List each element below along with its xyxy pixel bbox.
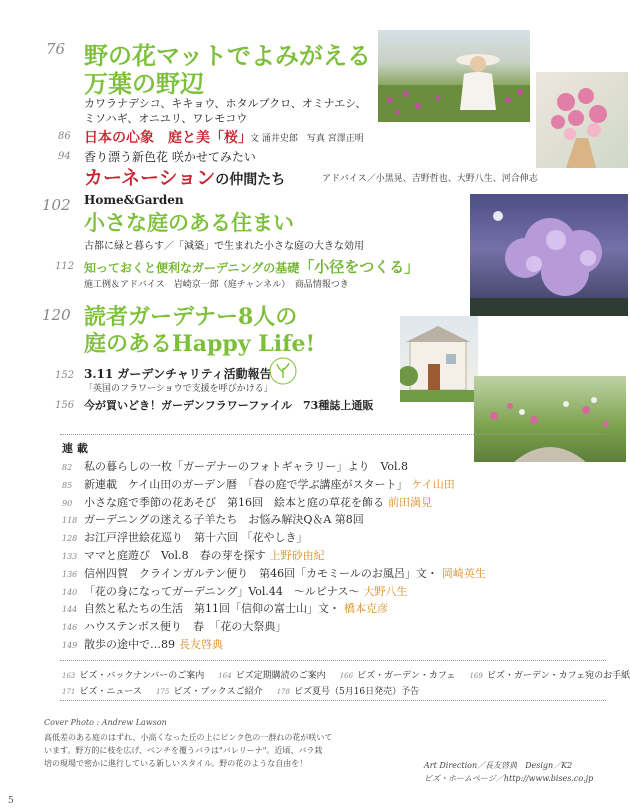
serial-author: 大野八生	[363, 584, 408, 598]
page-number-94: 94	[58, 151, 71, 162]
serial-title: ママと庭遊び Vol.8 春の芽を探す	[84, 549, 266, 562]
serial-title: ハウステンボス便り 春 「花の大祭典」	[84, 620, 287, 634]
serial-item[interactable]	[62, 565, 486, 581]
footer-page-number: 166	[339, 672, 354, 680]
serial-item[interactable]	[62, 636, 223, 652]
feature-152-title[interactable]: 3.11 ガーデンチャリティ活動報告	[84, 367, 272, 381]
feature-76-title-1[interactable]: 野の花マットでよみがえる	[84, 41, 372, 70]
photo-house-garden	[400, 316, 478, 402]
art-direction-credit: Art Direction／長友啓典 Design／K2	[424, 761, 573, 770]
serial-author: 岡崎英生	[441, 566, 486, 580]
serial-title: 私の暮らしの一枚「ガーデナーのフォトギャラリー」より Vol.8	[84, 460, 409, 473]
footer-divider	[60, 700, 606, 701]
page-number-112: 112	[55, 261, 75, 272]
footer-page-number: 163	[62, 672, 76, 680]
footer-item[interactable]	[340, 671, 456, 681]
footer-item[interactable]	[156, 687, 263, 697]
feature-120-title-1[interactable]: 読者ガーデナー8人の	[84, 304, 298, 330]
serial-page-number: 144	[62, 605, 78, 615]
feature-76-subtitle-2: ミソハギ、オニユリ、ワレモコウ	[84, 112, 248, 125]
serial-page-number: 136	[62, 569, 78, 579]
page-number-120: 120	[42, 306, 71, 324]
serial-title: 新連載 ケイ山田のガーデン暦 「春の庭で学ぶ講座がスタート」	[84, 477, 408, 491]
serial-author: 長友啓典	[179, 638, 223, 651]
footer-item[interactable]	[218, 671, 325, 681]
footer-item[interactable]	[62, 671, 204, 681]
serial-author: 前田満見	[388, 495, 432, 509]
footer-page-number: 178	[276, 688, 290, 696]
homepage-credit[interactable]: ビズ・ホームページ／http://www.bises.co.jp	[424, 774, 594, 783]
serial-author: 上野砂由紀	[269, 549, 325, 562]
serial-page-number: 146	[62, 623, 78, 633]
photo-carnation-bouquet	[536, 72, 628, 168]
footer-item[interactable]	[469, 671, 630, 681]
feature-76-title-2[interactable]: 万葉の野辺	[84, 69, 204, 98]
feature-102-title[interactable]: 小さな庭のある住まい	[84, 210, 294, 235]
serial-heading: 連 載	[62, 442, 88, 455]
serial-item[interactable]	[62, 529, 312, 545]
feature-76-subtitle-1: カワラナデシコ、キキョウ、ホタルブクロ、オミナエシ、	[84, 97, 367, 110]
footer-page-number: 169	[469, 672, 483, 680]
feature-94-title-main: カーネーション	[84, 167, 216, 189]
footer-item-label: ビズ・ガーデン・カフェ宛のお手紙	[486, 671, 630, 681]
serial-title: 信州四賀 クラインガルテン便り 第46回「カモミールのお風呂」文・	[84, 566, 438, 580]
feature-152-subtitle: 「英国のフラワーショウで支援を呼びかける」	[84, 384, 273, 394]
serial-page-number: 133	[62, 552, 78, 561]
feature-112-title[interactable]	[84, 256, 419, 277]
serial-item[interactable]	[62, 618, 290, 634]
serial-title: 自然と私たちの生活 第11回「信仰の富士山」文・	[84, 602, 340, 616]
serial-bottom-divider	[60, 660, 606, 661]
serial-page-number: 85	[62, 480, 73, 490]
serial-author: ケイ山田	[411, 477, 455, 491]
photo-wisteria-tree	[470, 194, 628, 316]
serial-author: 橋本克彦	[344, 602, 388, 616]
serial-title: ガーデニングの迷える子羊たち お悩み解決Q＆A 第8回	[84, 513, 364, 527]
cover-photo-label: Cover Photo : Andrew Lawson	[44, 718, 167, 727]
serial-item[interactable]	[62, 476, 455, 492]
serial-page-number: 149	[62, 641, 78, 650]
serial-title: お江戸浮世絵花巡り 第十六回 「花やしき」	[84, 531, 308, 545]
cover-caption-3: 培の現場で密かに進行している新しいスタイル。野の花のような自由を！	[44, 759, 308, 768]
footer-page-number: 175	[155, 688, 170, 696]
serial-title: 「花の身になってガーデニング」Vol.44 ～ルピナス～	[84, 584, 360, 598]
serial-page-number: 90	[62, 498, 73, 508]
footer-item-label: ビズ夏号（5月16日発売）予告	[293, 687, 420, 697]
serial-page-number: 118	[62, 516, 78, 526]
feature-112-title-a: 知っておくと便利なガーデニングの基礎	[84, 261, 300, 275]
serial-page-number: 140	[62, 587, 78, 597]
serial-top-divider	[60, 434, 606, 435]
serial-item[interactable]	[62, 547, 325, 563]
serial-item[interactable]	[62, 458, 412, 474]
feature-94-title[interactable]	[84, 163, 285, 190]
feature-102-label: Home&Garden	[84, 193, 184, 207]
footer-item[interactable]	[277, 687, 420, 697]
serial-page-number: 128	[62, 534, 78, 544]
serial-title: 散歩の途中で…89	[84, 638, 175, 651]
serial-item[interactable]	[62, 494, 432, 510]
serial-page-number: 82	[62, 463, 73, 472]
page-number-86: 86	[58, 131, 71, 142]
folio-page-number: 5	[8, 796, 14, 806]
footer-page-number: 171	[62, 688, 76, 696]
feature-102-subtitle: 古都に緑と暮らす／「減築」で生まれた小さな庭の大きな効用	[84, 241, 364, 252]
footer-page-number: 164	[218, 672, 232, 680]
cover-caption-1: 高低差のある庭のはずれ、小高くなった丘の上にピンク色の一群れの花が咲いて	[44, 733, 333, 742]
footer-item-label: ビズ・ブックスご紹介	[173, 687, 263, 697]
feature-156-title[interactable]: 今が買いどき！ガーデンフラワーファイル 73種誌上通販	[84, 399, 374, 412]
serial-title: 小さな庭で季節の花あそび 第16回 絵本と庭の草花を飾る	[84, 495, 384, 509]
footer-item[interactable]	[62, 687, 142, 697]
footer-row-2	[62, 684, 433, 697]
feature-94-lead: 香り漂う新色花 咲かせてみたい	[84, 150, 256, 164]
feature-86-title[interactable]: 日本の心象 庭と美「桜」	[84, 130, 252, 146]
feature-94-credit: アドバイス／小黒晃、吉野哲也、大野八生、河合伸志	[322, 174, 538, 184]
serial-item[interactable]	[62, 511, 368, 527]
footer-item-label: ビズ・バックナンバーのご案内	[79, 671, 205, 681]
garden-charity-logo	[268, 356, 298, 386]
page-number-76: 76	[46, 40, 66, 58]
footer-item-label: ビズ定期購読のご案内	[235, 671, 326, 681]
photo-woman-wildflowers	[378, 30, 530, 122]
footer-row-1	[62, 668, 630, 681]
page-number-156: 156	[55, 400, 75, 411]
feature-112-credit: 施工例＆アドバイス 岩崎京一郎（庭チャンネル） 商品情報つき	[84, 280, 349, 290]
page-number-102: 102	[42, 196, 71, 214]
cover-caption-2: います。野方的に枝を広げ、ベンチを覆うバラは"バレリーナ"。近頃、バラ栽	[44, 746, 323, 755]
feature-94-title-tail: の仲間たち	[215, 172, 286, 188]
serial-item[interactable]	[62, 600, 388, 616]
feature-120-title-2[interactable]: 庭のあるHappy Life!	[84, 331, 316, 357]
serial-item[interactable]	[62, 583, 407, 599]
feature-112-title-b: 「小径をつくる」	[299, 258, 420, 276]
photo-flower-garden	[474, 376, 626, 462]
footer-item-label: ビズ・ニュース	[79, 687, 142, 697]
feature-86-credit: 文 涌井史郎 写真 宮澤正明	[250, 134, 364, 144]
footer-item-label: ビズ・ガーデン・カフェ	[357, 671, 456, 681]
page-number-152: 152	[55, 370, 75, 381]
